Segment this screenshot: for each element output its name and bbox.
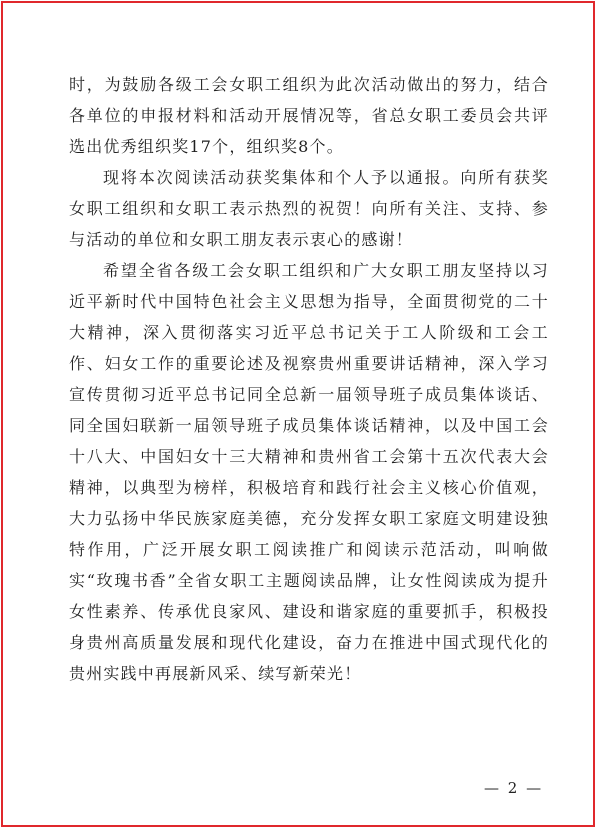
page-frame [1, 1, 595, 827]
paragraph-continuation: 时，为鼓励各级工会女职工组织为此次活动做出的努力，结合各单位的申报材料和活动开展情况等，省总女职工委员会共评选出优秀组织奖17个，组织奖8个。 [69, 75, 549, 156]
page-number: — 2 — [484, 779, 544, 797]
document-body [69, 69, 549, 689]
paragraph-notice: 现将本次阅读活动获奖集体和个人予以通报。向所有获奖女职工组织和女职工表示热烈的祝贺！向所有关注、支持、参与活动的单位和女职工朋友表示衷心的感谢！ [69, 168, 549, 249]
paragraph-hope: 希望全省各级工会女职工组织和广大女职工朋友坚持以习近平新时代中国特色社会主义思想为指导，全面贯彻党的二十大精神，深入贯彻落实习近平总书记关于工人阶级和工会工作、妇女工作的重要论述及视察贵州重要讲话精神，深入学习宣传贯彻习近平总书记同全总新一届领导班子成员集体谈话、同全国妇联新一届领导班子成员集体谈话精神，以及中国工会十八大、中国妇女十三大精神和贵州省工会第十五次代表大会精神，以典型为榜样，积极培育和践行社会主义核心价值观，大力弘扬中华民族家庭美德，充分发挥女职工家庭文明建设独特作用，广泛开展女职工阅读推广和阅读示范活动，叫响做实“玫瑰书香”全省女职工主题阅读品牌，让女性阅读成为提升女性素养、传承优良家风、建设和谐家庭的重要抓手，积极投身贵州高质量发展和现代化建设，奋力在推进中国式现代化的贵州实践中再展新风采、续写新荣光！ [69, 261, 549, 683]
